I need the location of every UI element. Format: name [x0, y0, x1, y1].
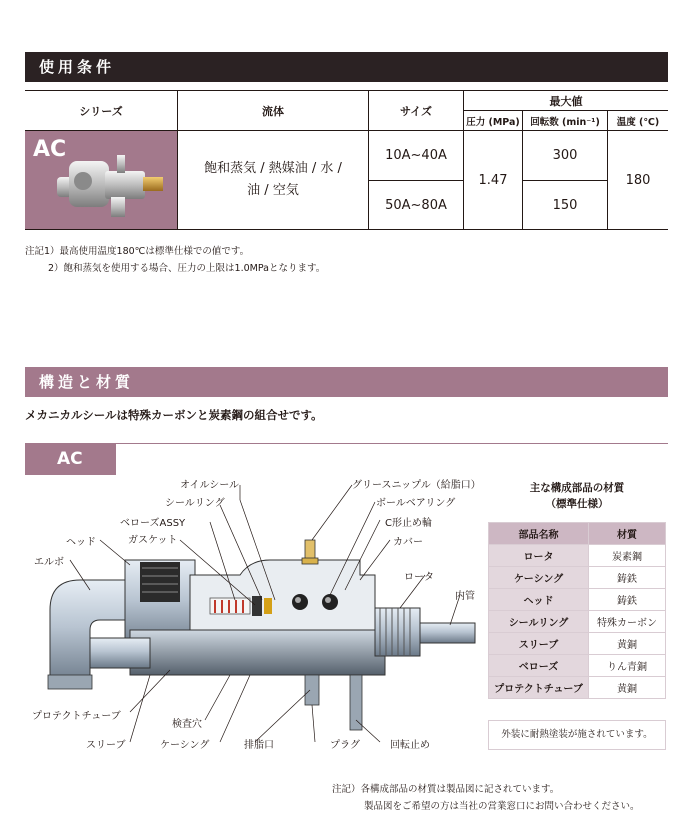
label-casing: ケーシング — [160, 740, 210, 751]
label-gasket: ガスケット — [128, 535, 178, 546]
part-name: ケーシング — [489, 567, 589, 589]
table-row — [489, 633, 666, 655]
fluid-cell — [178, 131, 369, 230]
label-oil-seal: オイルシール — [180, 480, 240, 491]
col-pressure: 圧力 (MPa) — [464, 111, 523, 131]
section-title: 使用条件 — [39, 58, 116, 76]
col-max: 最大値 — [464, 91, 669, 111]
label-rotation-stop: 回転止め — [390, 740, 430, 751]
temp-cell: 180 — [608, 131, 669, 230]
series-label: AC — [33, 137, 67, 162]
label-drain: 排脂口 — [244, 740, 274, 751]
parts-title: 主な構成部品の材質 — [529, 482, 625, 494]
parts-table — [488, 522, 666, 699]
fluid-value: 飽和蒸気 / 熱媒油 / 水 / 油 / 空気 — [204, 161, 342, 198]
label-seal-ring: シールリング — [165, 498, 225, 509]
label-elbow: エルボ — [34, 557, 64, 568]
label-inspection-hole: 検査穴 — [172, 719, 202, 730]
structure-intro: メカニカルシールは特殊カーボンと炭素鋼の組合せです。 — [25, 408, 323, 422]
parts-head-name: 部品名称 — [489, 523, 589, 545]
series-cell — [25, 131, 178, 230]
pressure-cell: 1.47 — [464, 131, 523, 230]
size-cell-1: 10A~40A — [369, 131, 464, 181]
label-cover: カバー — [393, 537, 423, 548]
label-ball-bearing: ボールベアリング — [376, 498, 456, 509]
part-material: 特殊カーボン — [589, 611, 666, 633]
part-name: ベローズ — [489, 655, 589, 677]
col-rotation: 回転数 (min⁻¹) — [523, 111, 608, 131]
divider-line — [25, 443, 668, 444]
rotary-joint-photo — [55, 151, 165, 229]
label-protect-tube: プロテクトチューブ — [32, 711, 121, 722]
label-grease-nipple: グリースニップル（給脂口） — [352, 480, 481, 491]
table-row — [489, 677, 666, 699]
section-title: 構造と材質 — [39, 373, 135, 391]
spec-table — [25, 90, 668, 230]
model-tab: AC — [25, 444, 116, 475]
coating-note: 外装に耐熱塗装が施されています。 — [488, 720, 666, 750]
part-name: シールリング — [489, 611, 589, 633]
table-row — [489, 567, 666, 589]
col-fluid: 流体 — [178, 91, 369, 131]
label-head: ヘッド — [66, 537, 96, 548]
label-c-ring: C形止め輪 — [385, 518, 432, 529]
part-material: りん青銅 — [589, 655, 666, 677]
table-row — [489, 545, 666, 567]
part-material: 炭素鋼 — [589, 545, 666, 567]
label-bellows-assy: ベローズASSY — [120, 518, 186, 529]
col-size: サイズ — [369, 91, 464, 131]
parts-head-mat: 材質 — [589, 523, 666, 545]
section-header-structure — [25, 367, 668, 397]
part-name: スリーブ — [489, 633, 589, 655]
col-series: シリーズ — [25, 91, 178, 131]
label-rotor: ロータ — [404, 572, 434, 583]
label-sleeve: スリーブ — [86, 740, 126, 751]
note-1: 注記1）最高使用温度180℃は標準仕様での値です。 — [25, 246, 250, 257]
part-material: 黄銅 — [589, 677, 666, 699]
footer-note-2: 製品図をご希望の方は当社の営業窓口にお問い合わせください。 — [364, 801, 640, 812]
part-material: 黄銅 — [589, 633, 666, 655]
table-row — [489, 589, 666, 611]
label-plug: プラグ — [330, 740, 360, 751]
part-name: プロテクトチューブ — [489, 677, 589, 699]
label-inner-pipe: 内管 — [455, 591, 475, 602]
section-header-conditions — [25, 52, 668, 82]
table-row — [489, 655, 666, 677]
col-temp: 温度 (℃) — [608, 111, 669, 131]
rotation-cell-1: 300 — [523, 131, 608, 181]
parts-subtitle: （標準仕様） — [545, 498, 609, 510]
part-material: 鋳鉄 — [589, 567, 666, 589]
part-name: ロータ — [489, 545, 589, 567]
part-material: 鋳鉄 — [589, 589, 666, 611]
table-row — [489, 611, 666, 633]
part-name: ヘッド — [489, 589, 589, 611]
size-cell-2: 50A~80A — [369, 181, 464, 230]
rotation-cell-2: 150 — [523, 181, 608, 230]
note-2: 2）飽和蒸気を使用する場合、圧力の上限は1.0MPaとなります。 — [48, 263, 326, 274]
footer-note-1: 注記）各構成部品の材質は製品図に記されています。 — [332, 784, 560, 795]
